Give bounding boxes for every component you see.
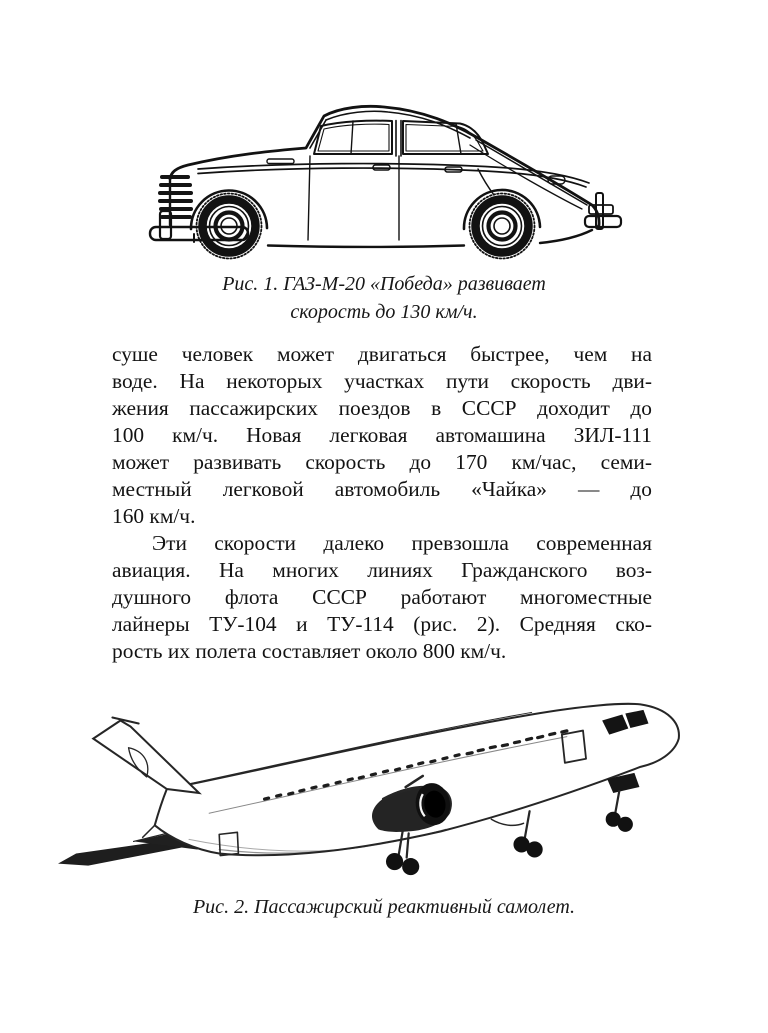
- text-line: рость их полета составляет около 800 км/ч.: [112, 639, 507, 663]
- plane-drawing: [58, 690, 713, 882]
- text-line: авиация. На многих линиях Гражданского воз-: [112, 558, 652, 582]
- car-windows: [314, 121, 488, 157]
- figure1-caption-line2: скорость до 130 км/ч.: [290, 301, 478, 323]
- car-wheel-rear: [470, 194, 535, 259]
- figure1-caption-line1: Рис. 1. ГАЗ-М-20 «Победа» развивает: [222, 273, 546, 295]
- text-line: лайнеры ТУ-104 и ТУ-114 (рис. 2). Средняя ско-: [112, 612, 652, 636]
- figure2-caption-line1: Рис. 2. Пассажирский реактивный самолет.: [192, 896, 576, 918]
- text-line: 160 км/ч.: [112, 504, 196, 528]
- figure1-caption: [0, 270, 768, 326]
- figure-plane-jet: [58, 690, 713, 882]
- figure2-caption: [0, 893, 768, 921]
- text-line: душного флота СССР работают многоместные: [112, 585, 652, 609]
- text-line: воде. На некоторых участках пути скорость дви-: [112, 369, 652, 393]
- plane-tail-fin: [93, 717, 199, 793]
- text-line: суше человек может двигаться быстрее, чем на: [112, 342, 652, 366]
- body-text: [112, 341, 652, 665]
- figure-car-gaz-m20: [140, 76, 630, 266]
- plane-fuselage: [143, 704, 679, 855]
- text-line: Эти скорости далеко превзошла современная: [152, 531, 652, 555]
- car-grille: [158, 175, 193, 219]
- text-line: местный легковой автомобиль «Чайка» — до: [112, 477, 652, 501]
- text-line: 100 км/ч. Новая легковая автомашина ЗИЛ-111: [112, 423, 652, 447]
- text-line: может развивать скорость до 170 км/час, семи-: [112, 450, 652, 474]
- text-line: жения пассажирских поездов в СССР доходит до: [112, 396, 652, 420]
- car-drawing: [140, 76, 630, 266]
